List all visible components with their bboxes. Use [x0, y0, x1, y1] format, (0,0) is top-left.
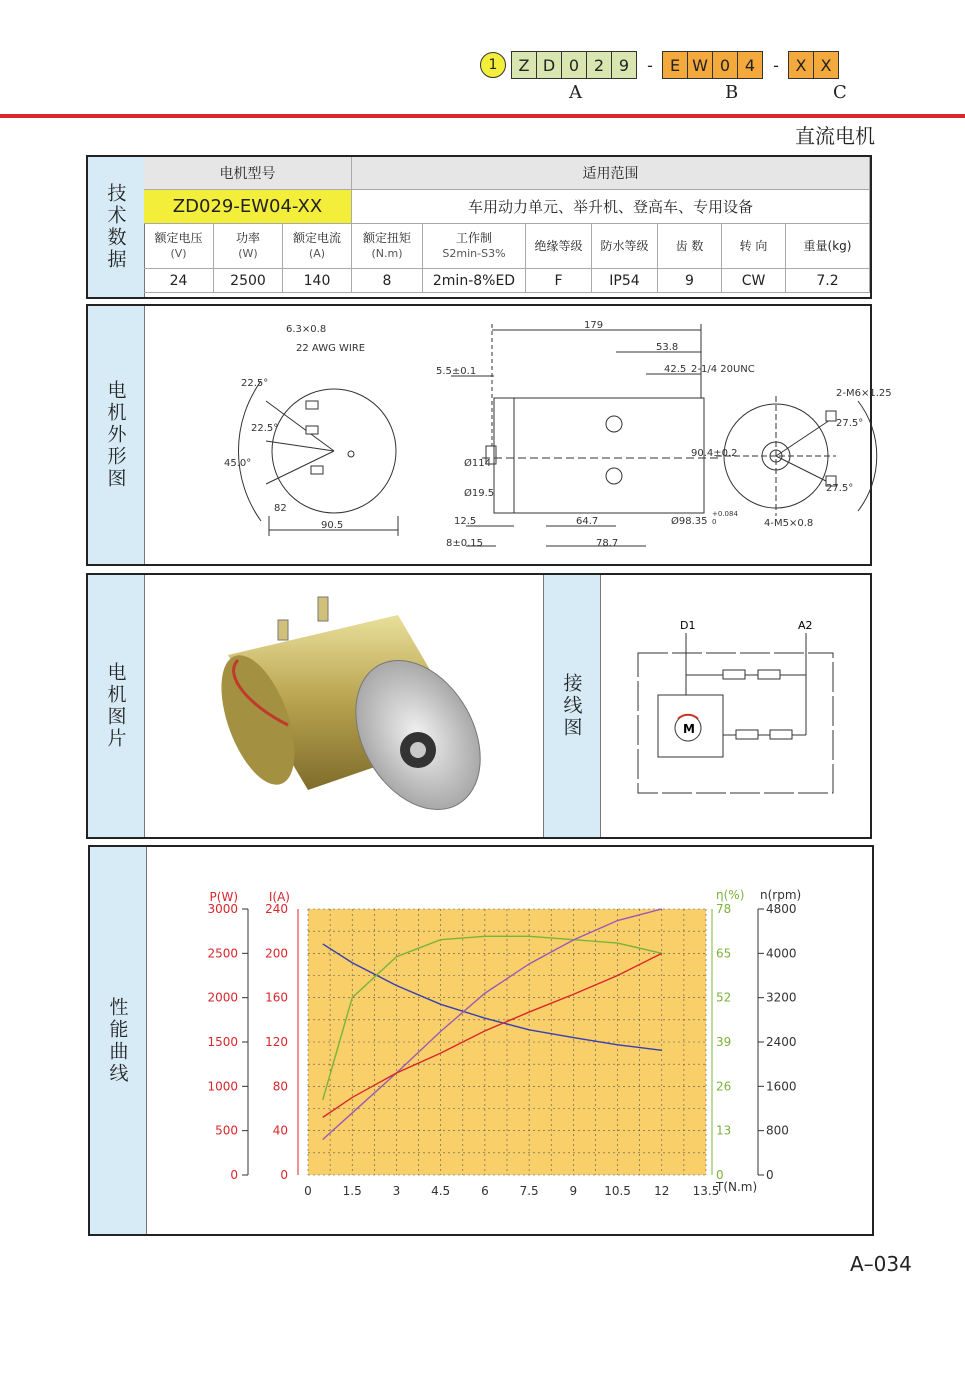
spec-col-value: 8 [352, 269, 423, 293]
dim-text: Ø114 [464, 458, 491, 469]
spec-side-label: 技术数据 [104, 183, 127, 271]
model-header: 电机型号 [144, 157, 352, 190]
spec-col-name: 功率 [235, 231, 260, 245]
spec-col-name: 绝缘等级 [534, 238, 583, 253]
code-dash: - [773, 55, 779, 75]
spec-col-unit: (V) [170, 247, 187, 260]
code-label-a: A [569, 82, 582, 103]
dim-text: 4-M5×0.8 [764, 518, 814, 529]
axis-tick-label: 240 [265, 902, 288, 916]
dim-text: 5.5±0.1 [436, 366, 477, 377]
spec-col-name: 额定扭矩 [362, 231, 411, 245]
dim-text: 2-M6×1.25 [836, 388, 892, 399]
photo-side [88, 575, 145, 837]
dim-text: Ø19.5 [464, 488, 495, 499]
code-dash: - [647, 55, 653, 75]
axis-tick-label: 200 [265, 946, 288, 961]
dim-text: 78.7 [596, 538, 619, 549]
x-tick-label: 0 [304, 1184, 312, 1198]
code-c-char: X [788, 51, 814, 79]
code-c-char: X [813, 51, 839, 79]
axis-tick-label: 40 [272, 1123, 288, 1138]
axis-tick-label: 52 [716, 990, 732, 1005]
code-a-char: D [536, 51, 562, 79]
dim-text: 22 AWG WIRE [296, 343, 366, 354]
page-subtitle: 直流电机 [795, 124, 875, 148]
spec-col-unit: (W) [238, 247, 258, 260]
dim-text: 64.7 [576, 516, 599, 527]
spec-col-name: 工作制 [455, 231, 492, 245]
code-a-char: 2 [586, 51, 612, 79]
spec-col-value: 9 [658, 269, 722, 293]
dim-text: Ø98.35 [671, 516, 708, 527]
spec-col-unit: S2min-S3% [442, 247, 506, 260]
dim-text: 0 [712, 518, 717, 526]
dim-text: 2-1/4 20UNC [691, 364, 755, 375]
axis-tick-label: 4800 [766, 902, 797, 916]
axis-tick-label: 0 [716, 1168, 724, 1182]
curve-panel [88, 845, 874, 1236]
code-a-char: Z [511, 51, 537, 79]
dim-text: 22.5° [241, 378, 269, 389]
photo-side-label: 电机图片 [104, 662, 127, 750]
dim-text: 45.0° [224, 458, 252, 469]
spec-col-name: 齿 数 [675, 238, 704, 253]
x-tick-label: 1.5 [342, 1184, 362, 1198]
axis-tick-label: 2000 [207, 990, 238, 1005]
terminal [278, 620, 288, 640]
motor-photo [218, 585, 498, 830]
spec-col-header [144, 224, 214, 269]
dim-text: 6.3×0.8 [286, 324, 327, 335]
axis-tick-label: 3200 [766, 990, 797, 1005]
header-rule [0, 114, 965, 118]
spec-col-name: 转 向 [739, 238, 768, 253]
spec-col-unit: (N.m) [371, 247, 403, 260]
spec-col-header [722, 224, 786, 269]
x-axis-title: T(N.m) [716, 1180, 758, 1194]
code-circle: 1 [480, 52, 506, 78]
wiring-diagram [628, 615, 838, 805]
spec-col-header [423, 224, 526, 269]
axis-title: I(A) [268, 890, 290, 904]
axis-tick-label: 13 [716, 1123, 732, 1138]
dim-text: 53.8 [656, 342, 679, 353]
spec-col-unit: (A) [308, 247, 326, 260]
axis-tick-label: 4000 [766, 946, 797, 961]
side-view-body [514, 398, 704, 513]
spec-col-header [283, 224, 352, 269]
spec-col-value: F [526, 269, 592, 293]
spec-col-header [526, 224, 592, 269]
x-tick-label: 13.5 [692, 1184, 720, 1198]
axis-tick-label: 0 [230, 1168, 238, 1182]
spec-col-header [214, 224, 283, 269]
axis-tick-label: 1000 [207, 1079, 238, 1094]
spec-col-header [786, 224, 870, 269]
axis-title: n(rpm) [760, 888, 802, 902]
spec-col-value: 2500 [214, 269, 283, 293]
axis-tick-label: 26 [716, 1079, 732, 1094]
spec-col-name: 防水等级 [600, 238, 649, 253]
axis-tick-label: 1600 [766, 1079, 797, 1094]
motor-symbol: M [683, 722, 695, 736]
drawing-side [88, 306, 145, 564]
photo-wiring-panel [86, 573, 872, 839]
spec-col-name: 额定电流 [292, 231, 341, 245]
dim-text: 90.4±0.2 [691, 448, 738, 459]
spec-col-value: 140 [283, 269, 352, 293]
code-label-c: C [833, 82, 847, 103]
dim-text: 90.5 [321, 520, 344, 531]
axis-tick-label: 2500 [207, 946, 238, 961]
axis-tick-label: 65 [716, 946, 732, 961]
terminal-a2-label: A2 [798, 619, 813, 632]
spec-col-header [592, 224, 658, 269]
terminal [318, 597, 328, 621]
code-b-char: W [687, 51, 713, 79]
x-tick-label: 9 [569, 1184, 578, 1198]
dim-text: 22.5° [251, 423, 279, 434]
code-b-char: E [662, 51, 688, 79]
axis-tick-label: 78 [716, 902, 732, 916]
spec-col-value: CW [722, 269, 786, 293]
drawing-panel [86, 304, 892, 566]
x-tick-label: 7.5 [519, 1184, 539, 1198]
range-header: 适用范围 [352, 157, 870, 190]
terminal-d1-label: D1 [680, 619, 696, 632]
axis-tick-label: 3000 [207, 902, 238, 916]
dim-text: 12.5 [454, 516, 477, 527]
range-value: 车用动力单元、举升机、登高车、专用设备 [352, 190, 870, 224]
x-tick-label: 3 [392, 1184, 401, 1198]
axis-tick-label: 800 [766, 1123, 789, 1138]
axis-tick-label: 0 [766, 1168, 774, 1182]
dim-text: 8±0.15 [446, 538, 484, 549]
curve-side-label: 性能曲线 [106, 996, 129, 1085]
axis-tick-label: 39 [716, 1035, 732, 1049]
code-a-char: 0 [561, 51, 587, 79]
spec-col-value: 24 [144, 269, 214, 293]
axis-tick-label: 160 [265, 990, 288, 1005]
spec-col-name: 重量(kg) [803, 238, 852, 253]
code-label-b: B [725, 82, 739, 103]
spec-panel [86, 155, 872, 299]
page-number: A–034 [850, 1252, 912, 1276]
x-tick-label: 6 [481, 1184, 489, 1198]
model-value: ZD029-EW04-XX [144, 190, 352, 224]
curve-side [90, 847, 147, 1234]
dim-text: 179 [584, 320, 604, 331]
code-b-char: 0 [712, 51, 738, 79]
dim-text: 27.5° [826, 483, 854, 494]
dim-text: 42.5 [664, 364, 687, 375]
axis-title: P(W) [209, 890, 238, 904]
axis-tick-label: 120 [265, 1035, 288, 1049]
axis-title: η(%) [716, 888, 745, 902]
spec-col-name: 额定电压 [154, 231, 203, 245]
axis-tick-label: 500 [215, 1123, 238, 1138]
spec-col-value: IP54 [592, 269, 658, 293]
x-tick-label: 4.5 [431, 1184, 451, 1198]
wiring-side-label: 接线图 [560, 673, 583, 739]
spec-col-value: 7.2 [786, 269, 870, 293]
x-tick-label: 12 [654, 1184, 670, 1198]
axis-tick-label: 0 [280, 1168, 288, 1182]
wiring-side [543, 575, 601, 837]
model-code [480, 50, 839, 80]
spec-table [144, 157, 870, 297]
dim-text: 82 [274, 503, 287, 514]
spec-side [88, 157, 145, 297]
spec-col-header [658, 224, 722, 269]
axis-tick-label: 80 [272, 1079, 288, 1094]
code-b-char: 4 [737, 51, 763, 79]
axis-tick-label: 2400 [766, 1035, 797, 1049]
code-a-char: 9 [611, 51, 637, 79]
performance-chart [146, 847, 870, 1232]
spec-col-header [352, 224, 423, 269]
x-tick-label: 10.5 [604, 1184, 631, 1198]
dim-text: 27.5° [836, 418, 864, 429]
axis-tick-label: 1500 [207, 1035, 238, 1049]
drawing-side-label: 电机外形图 [104, 380, 127, 490]
outline-drawing [146, 306, 892, 564]
spec-col-value: 2min-8%ED [423, 269, 526, 293]
dim-text: +0.084 [712, 510, 738, 518]
